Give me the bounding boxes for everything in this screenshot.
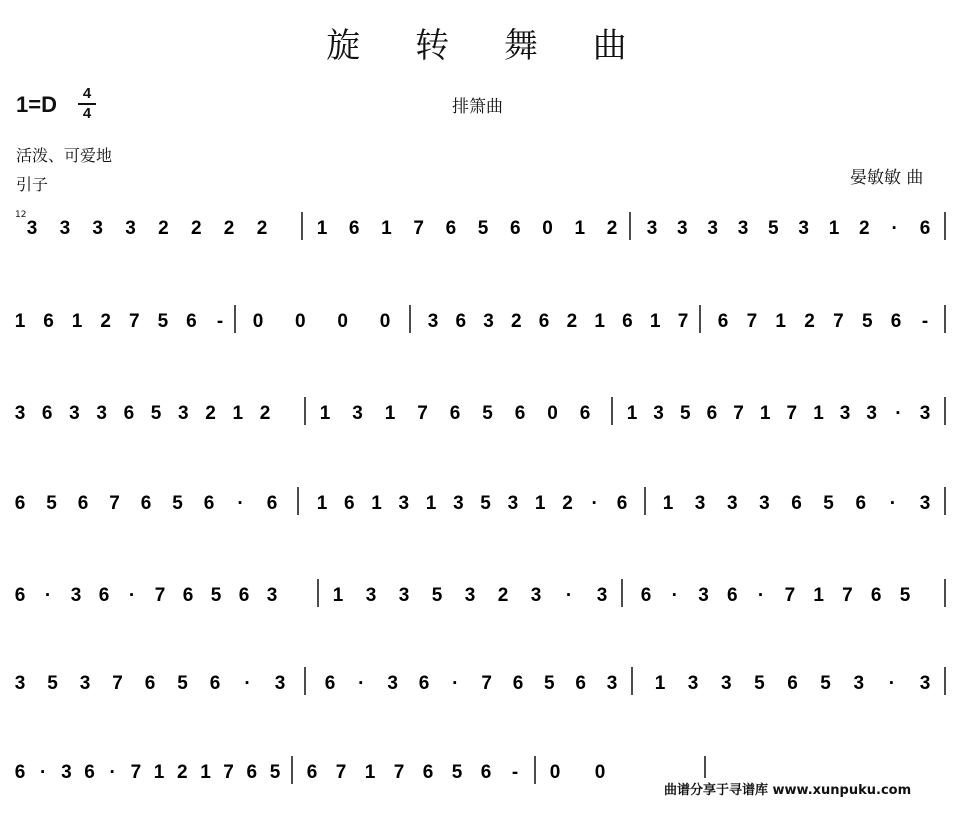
note: · [40, 762, 47, 783]
note: 6 [306, 762, 318, 783]
note: 3 [427, 311, 439, 332]
note: 3 [352, 403, 363, 424]
note: 7 [130, 762, 142, 783]
note: 1 [534, 493, 546, 514]
note: 6 [77, 493, 89, 514]
note: 6 [512, 673, 524, 694]
note: 3 [365, 585, 377, 606]
note: 6 [480, 762, 492, 783]
note: 5 [482, 403, 493, 424]
note: 3 [507, 493, 519, 514]
note: 7 [112, 673, 123, 694]
note: 7 [393, 762, 405, 783]
note: 7 [413, 218, 424, 239]
note: 1 [828, 218, 840, 239]
note: 5 [754, 673, 765, 694]
note: 1 [71, 311, 83, 332]
note: 1 [813, 585, 824, 606]
note: 3 [26, 218, 38, 239]
note: 3 [646, 218, 658, 239]
note: 1 [316, 493, 328, 514]
note: 1 [649, 311, 661, 332]
note: 2 [256, 218, 268, 239]
note: 1 [654, 673, 666, 694]
note: 6 [140, 493, 152, 514]
note: 3 [707, 218, 718, 239]
note: 5 [862, 311, 873, 332]
note: 5 [899, 585, 911, 606]
note: 3 [727, 493, 738, 514]
note: 6 [787, 673, 798, 694]
note: 0 [547, 403, 558, 424]
note: - [921, 311, 929, 332]
note: · [565, 585, 573, 606]
note: 7 [677, 311, 689, 332]
note: 6 [14, 493, 26, 514]
note: · [671, 585, 678, 606]
note: · [891, 218, 898, 239]
note: 6 [98, 585, 110, 606]
note: · [591, 493, 598, 514]
note: 3 [274, 673, 286, 694]
note: 6 [445, 218, 457, 239]
note: 6 [144, 673, 156, 694]
note: 6 [622, 311, 633, 332]
note: 3 [687, 673, 699, 694]
note: 3 [178, 403, 189, 424]
note: 6 [727, 585, 738, 606]
note: 6 [855, 493, 867, 514]
note: 3 [61, 762, 72, 783]
note: 3 [721, 673, 732, 694]
note: 1 [775, 311, 786, 332]
note: 2 [566, 311, 578, 332]
note: 6 [348, 218, 360, 239]
note: 5 [431, 585, 443, 606]
time-signature-top: 4 [82, 85, 92, 102]
note: 6 [43, 311, 54, 332]
note: 5 [768, 218, 779, 239]
note: 7 [417, 403, 428, 424]
note: 5 [680, 403, 691, 424]
note: 1 [364, 762, 376, 783]
note: 6 [246, 762, 258, 783]
note: 2 [562, 493, 573, 514]
note: 2 [100, 311, 111, 332]
note: 1 [371, 493, 382, 514]
note: 2 [223, 218, 235, 239]
note: 1 [626, 403, 638, 424]
note: 6 [182, 585, 194, 606]
note: 6 [919, 218, 931, 239]
note: 3 [759, 493, 770, 514]
note: 7 [335, 762, 347, 783]
note: 0 [542, 218, 553, 239]
note: 6 [706, 403, 718, 424]
note: - [216, 311, 224, 332]
note: 1 [381, 218, 392, 239]
note: 0 [379, 311, 391, 332]
note: 1 [332, 585, 344, 606]
note: 3 [398, 585, 410, 606]
note: 1 [200, 762, 211, 783]
note: 3 [92, 218, 103, 239]
note: 0 [252, 311, 264, 332]
note: 6 [203, 493, 215, 514]
note: 6 [455, 311, 467, 332]
note: 7 [833, 311, 844, 332]
note: 3 [79, 673, 91, 694]
note: 1 [425, 493, 437, 514]
note: 7 [842, 585, 853, 606]
note: 7 [733, 403, 744, 424]
note: 6 [324, 673, 336, 694]
note: · [109, 762, 116, 783]
note: 5 [172, 493, 183, 514]
note: 6 [238, 585, 250, 606]
note: · [237, 493, 244, 514]
note: 7 [784, 585, 796, 606]
note: 5 [47, 673, 58, 694]
note: 6 [579, 403, 591, 424]
note: 3 [464, 585, 476, 606]
note: 6 [510, 218, 521, 239]
note: 6 [717, 311, 729, 332]
tempo-marking: 活泼、可爱地 [16, 146, 113, 165]
note: 3 [387, 673, 398, 694]
note: 2 [497, 585, 509, 606]
note: 6 [538, 311, 550, 332]
note: 6 [186, 311, 197, 332]
note: 6 [422, 762, 434, 783]
note: 1 [153, 762, 165, 783]
note: 3 [606, 673, 618, 694]
note: 6 [344, 493, 355, 514]
note: 5 [150, 403, 162, 424]
note: 6 [209, 673, 221, 694]
note: 7 [746, 311, 758, 332]
composer-credit: 晏敏敏 曲 [850, 168, 924, 188]
note: 3 [839, 403, 851, 424]
note: 1 [574, 218, 586, 239]
note: 6 [890, 311, 902, 332]
note: 5 [477, 218, 489, 239]
note: 1 [232, 403, 244, 424]
note: 0 [295, 311, 306, 332]
note: 5 [544, 673, 555, 694]
note: 7 [154, 585, 166, 606]
note: 6 [123, 403, 135, 424]
note: 3 [677, 218, 688, 239]
note: · [889, 493, 897, 514]
note: 1 [759, 403, 771, 424]
note: · [128, 585, 136, 606]
note: 2 [191, 218, 202, 239]
note: 7 [129, 311, 140, 332]
note: 3 [798, 218, 809, 239]
note: 5 [177, 673, 188, 694]
note: 2 [859, 218, 870, 239]
note: 2 [205, 403, 216, 424]
note: 6 [616, 493, 628, 514]
note: 7 [223, 762, 234, 783]
note: 3 [453, 493, 464, 514]
note: 3 [853, 673, 865, 694]
note: 2 [804, 311, 815, 332]
note: 3 [14, 403, 26, 424]
note: 1 [594, 311, 605, 332]
note: 6 [418, 673, 430, 694]
note: 2 [259, 403, 271, 424]
section-label: 引子 [16, 175, 49, 194]
note: 1 [316, 218, 328, 239]
note: 5 [46, 493, 57, 514]
note: 3 [14, 673, 26, 694]
note: 2 [511, 311, 522, 332]
note: 1 [319, 403, 331, 424]
note: 1 [14, 311, 26, 332]
note: 6 [870, 585, 882, 606]
score-title: 旋 转 舞 曲 [326, 26, 649, 66]
note: 6 [449, 403, 461, 424]
note: 3 [398, 493, 410, 514]
note: 3 [69, 403, 80, 424]
note: 3 [919, 403, 931, 424]
row-number: 12 [15, 210, 27, 220]
key-signature: 1=D [16, 92, 57, 117]
note: 3 [70, 585, 82, 606]
note: 3 [596, 585, 608, 606]
instrument-label: 排箫曲 [452, 97, 503, 117]
note: 0 [337, 311, 348, 332]
note: 5 [157, 311, 169, 332]
note: 6 [266, 493, 278, 514]
note: 1 [662, 493, 674, 514]
note: 3 [694, 493, 706, 514]
note: 6 [14, 762, 26, 783]
note: 3 [698, 585, 709, 606]
time-signature-bottom: 4 [82, 105, 92, 122]
note: 3 [919, 673, 931, 694]
note: 5 [451, 762, 463, 783]
note: · [358, 673, 365, 694]
note: 1 [813, 403, 824, 424]
note: 6 [640, 585, 652, 606]
note: 6 [84, 762, 95, 783]
note: 7 [481, 673, 492, 694]
note: 2 [606, 218, 618, 239]
note: 3 [737, 218, 749, 239]
note: 2 [158, 218, 169, 239]
note: 5 [820, 673, 831, 694]
note: 3 [530, 585, 542, 606]
note: · [44, 585, 52, 606]
note: · [757, 585, 765, 606]
note: · [895, 403, 902, 424]
note: 0 [549, 762, 561, 783]
note: 1 [384, 403, 396, 424]
note: 3 [96, 403, 107, 424]
note: 5 [480, 493, 491, 514]
note: 3 [866, 403, 877, 424]
note: 6 [41, 403, 53, 424]
note: · [244, 673, 251, 694]
note: 2 [177, 762, 188, 783]
note: 6 [575, 673, 586, 694]
note: 3 [653, 403, 664, 424]
note: 3 [483, 311, 494, 332]
note: 5 [269, 762, 281, 783]
note: 0 [594, 762, 606, 783]
note: 3 [125, 218, 136, 239]
note: 3 [919, 493, 931, 514]
note: 6 [14, 585, 26, 606]
note: · [888, 673, 896, 694]
note: 6 [791, 493, 802, 514]
note: · [452, 673, 459, 694]
note: 7 [109, 493, 120, 514]
note: 7 [786, 403, 798, 424]
note: - [511, 762, 519, 783]
note: 3 [59, 218, 71, 239]
note: 3 [266, 585, 278, 606]
note: 5 [823, 493, 834, 514]
note: 6 [514, 403, 526, 424]
footer-watermark: 曲谱分享于寻谱库 www.xunpuku.com [658, 778, 975, 804]
note: 5 [210, 585, 222, 606]
